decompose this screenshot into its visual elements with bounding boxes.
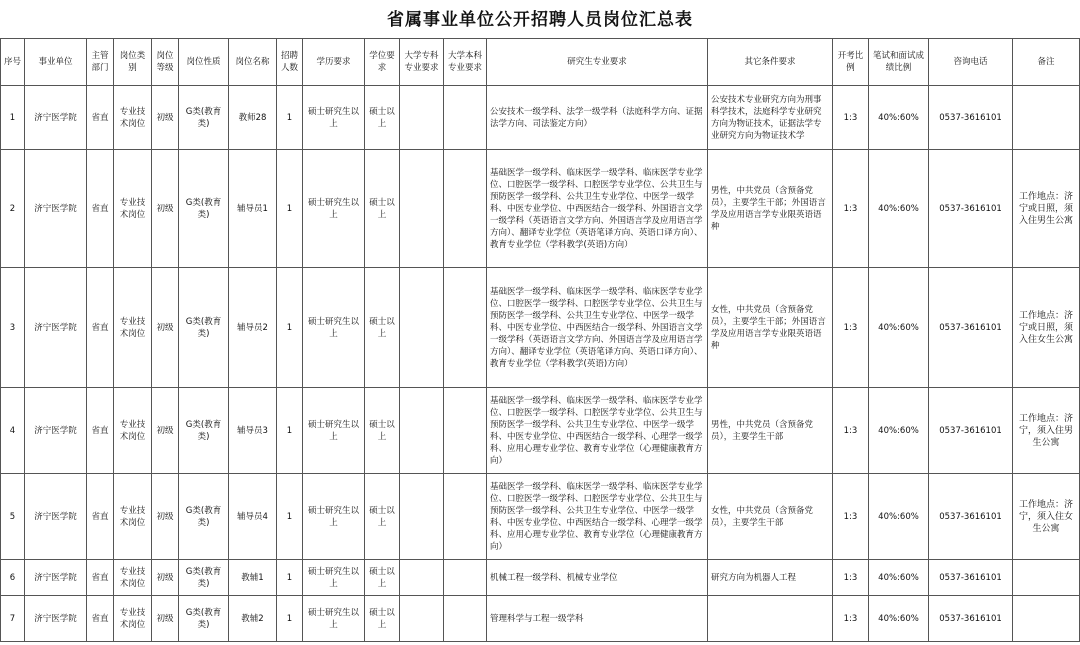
- column-header: 其它条件要求: [708, 39, 833, 86]
- cell-note: 工作地点：济宁，须入住女生公寓: [1013, 474, 1080, 560]
- cell-grad: 公安技术一级学科、法学一级学科（法庭科学方向、证据法学方向、司法鉴定方向）: [487, 86, 708, 150]
- cell-grad: 基础医学一级学科、临床医学一级学科、临床医学专业学位、口腔医学一级学科、口腔医学专业学位、公共卫生与预防医学一级学科、公共卫生专业学位、中医学一级学科、中医专业学位、中西医结合一级学科、外国语言文学一级学科（英语语言文学方向、外国语言学及应用语言学方向）、翻译专业学位（英语笔译方向、英语口译方向）、教育专业学位（学科教学(英语)方向）: [487, 268, 708, 388]
- column-header: 岗位性质: [179, 39, 229, 86]
- cell-dept: 省直: [87, 150, 114, 268]
- cell-unit: 济宁医学院: [25, 268, 87, 388]
- cell-category: 专业技术岗位: [114, 560, 152, 596]
- cell-category: 专业技术岗位: [114, 388, 152, 474]
- table-row: [1, 560, 1080, 596]
- cell-other: 男性，中共党员（含预备党员），主要学生干部: [708, 388, 833, 474]
- cell-category: 专业技术岗位: [114, 268, 152, 388]
- cell-phone: 0537-3616101: [929, 474, 1013, 560]
- cell-college: [400, 268, 444, 388]
- cell-count: 1: [277, 150, 303, 268]
- cell-other: [708, 596, 833, 642]
- cell-unit: 济宁医学院: [25, 150, 87, 268]
- cell-bachelor: [444, 150, 487, 268]
- cell-name: 教辅2: [229, 596, 277, 642]
- column-header: 开考比例: [833, 39, 869, 86]
- cell-degree: 硕士以上: [365, 86, 400, 150]
- cell-college: [400, 86, 444, 150]
- column-header: 大学本科专业要求: [444, 39, 487, 86]
- cell-unit: 济宁医学院: [25, 86, 87, 150]
- cell-college: [400, 150, 444, 268]
- cell-other: 男性，中共党员（含预备党员），主要学生干部；外国语言学及应用语言学专业限英语语种: [708, 150, 833, 268]
- cell-grad: 基础医学一级学科、临床医学一级学科、临床医学专业学位、口腔医学一级学科、口腔医学专业学位、公共卫生与预防医学一级学科、公共卫生专业学位、中医学一级学科、中医专业学位、中西医结合一级学科、外国语言文学一级学科（英语语言文学方向、外国语言学及应用语言学方向）、翻译专业学位（英语笔译方向、英语口译方向）、教育专业学位（学科教学(英语)方向）: [487, 150, 708, 268]
- cell-edu: 硕士研究生以上: [303, 596, 365, 642]
- cell-score: 40%:60%: [869, 388, 929, 474]
- cell-dept: 省直: [87, 596, 114, 642]
- cell-degree: 硕士以上: [365, 388, 400, 474]
- table-row: [1, 150, 1080, 268]
- cell-count: 1: [277, 86, 303, 150]
- cell-edu: 硕士研究生以上: [303, 560, 365, 596]
- cell-edu: 硕士研究生以上: [303, 474, 365, 560]
- cell-degree: 硕士以上: [365, 150, 400, 268]
- cell-edu: 硕士研究生以上: [303, 388, 365, 474]
- cell-phone: 0537-3616101: [929, 560, 1013, 596]
- table-row: [1, 474, 1080, 560]
- page-title: 省属事业单位公开招聘人员岗位汇总表: [387, 10, 693, 30]
- cell-level: 初级: [152, 388, 179, 474]
- cell-unit: 济宁医学院: [25, 474, 87, 560]
- cell-college: [400, 474, 444, 560]
- cell-phone: 0537-3616101: [929, 150, 1013, 268]
- cell-nature: G类(教育类): [179, 268, 229, 388]
- cell-no: 2: [1, 150, 25, 268]
- cell-phone: 0537-3616101: [929, 268, 1013, 388]
- cell-other: 公安技术专业研究方向为刑事科学技术，法庭科学专业研究方向为物证技术，证据法学专业研究方向为物证技术学: [708, 86, 833, 150]
- cell-edu: 硕士研究生以上: [303, 150, 365, 268]
- cell-nature: G类(教育类): [179, 596, 229, 642]
- cell-level: 初级: [152, 150, 179, 268]
- cell-score: 40%:60%: [869, 596, 929, 642]
- cell-nature: G类(教育类): [179, 150, 229, 268]
- cell-bachelor: [444, 560, 487, 596]
- cell-category: 专业技术岗位: [114, 596, 152, 642]
- cell-score: 40%:60%: [869, 268, 929, 388]
- cell-level: 初级: [152, 474, 179, 560]
- cell-no: 7: [1, 596, 25, 642]
- cell-ratio: 1:3: [833, 474, 869, 560]
- cell-ratio: 1:3: [833, 150, 869, 268]
- table-body: [1, 86, 1080, 642]
- cell-level: 初级: [152, 268, 179, 388]
- cell-grad: 机械工程一级学科、机械专业学位: [487, 560, 708, 596]
- column-header: 咨询电话: [929, 39, 1013, 86]
- cell-score: 40%:60%: [869, 150, 929, 268]
- cell-nature: G类(教育类): [179, 474, 229, 560]
- cell-level: 初级: [152, 86, 179, 150]
- cell-count: 1: [277, 388, 303, 474]
- cell-category: 专业技术岗位: [114, 86, 152, 150]
- cell-name: 辅导员1: [229, 150, 277, 268]
- cell-category: 专业技术岗位: [114, 150, 152, 268]
- table-row: [1, 86, 1080, 150]
- cell-score: 40%:60%: [869, 560, 929, 596]
- cell-name: 辅导员4: [229, 474, 277, 560]
- cell-nature: G类(教育类): [179, 86, 229, 150]
- cell-other: 女性，中共党员（含预备党员），主要学生干部；外国语言学及应用语言学专业限英语语种: [708, 268, 833, 388]
- cell-other: 女性，中共党员（含预备党员），主要学生干部: [708, 474, 833, 560]
- column-header: 主管部门: [87, 39, 114, 86]
- cell-score: 40%:60%: [869, 86, 929, 150]
- cell-name: 辅导员3: [229, 388, 277, 474]
- cell-note: [1013, 86, 1080, 150]
- cell-count: 1: [277, 474, 303, 560]
- cell-category: 专业技术岗位: [114, 474, 152, 560]
- column-header: 研究生专业要求: [487, 39, 708, 86]
- column-header: 事业单位: [25, 39, 87, 86]
- cell-dept: 省直: [87, 388, 114, 474]
- column-header: 岗位类别: [114, 39, 152, 86]
- cell-ratio: 1:3: [833, 560, 869, 596]
- cell-edu: 硕士研究生以上: [303, 268, 365, 388]
- cell-ratio: 1:3: [833, 268, 869, 388]
- cell-degree: 硕士以上: [365, 268, 400, 388]
- table-row: [1, 596, 1080, 642]
- cell-level: 初级: [152, 560, 179, 596]
- column-header: 招聘人数: [277, 39, 303, 86]
- column-header: 大学专科专业要求: [400, 39, 444, 86]
- cell-no: 6: [1, 560, 25, 596]
- cell-ratio: 1:3: [833, 596, 869, 642]
- cell-dept: 省直: [87, 474, 114, 560]
- cell-bachelor: [444, 268, 487, 388]
- cell-no: 4: [1, 388, 25, 474]
- cell-bachelor: [444, 388, 487, 474]
- cell-unit: 济宁医学院: [25, 560, 87, 596]
- cell-no: 3: [1, 268, 25, 388]
- cell-bachelor: [444, 596, 487, 642]
- cell-dept: 省直: [87, 560, 114, 596]
- cell-score: 40%:60%: [869, 474, 929, 560]
- cell-college: [400, 388, 444, 474]
- cell-ratio: 1:3: [833, 86, 869, 150]
- cell-degree: 硕士以上: [365, 474, 400, 560]
- cell-note: 工作地点：济宁或日照，须入住女生公寓: [1013, 268, 1080, 388]
- cell-nature: G类(教育类): [179, 388, 229, 474]
- cell-bachelor: [444, 474, 487, 560]
- column-header: 岗位名称: [229, 39, 277, 86]
- cell-name: 辅导员2: [229, 268, 277, 388]
- cell-count: 1: [277, 560, 303, 596]
- cell-no: 1: [1, 86, 25, 150]
- cell-grad: 基础医学一级学科、临床医学一级学科、临床医学专业学位、口腔医学一级学科、口腔医学专业学位、公共卫生与预防医学一级学科、公共卫生专业学位、中医学一级学科、中医专业学位、中西医结合一级学科、心理学一级学科、应用心理专业学位、教育专业学位（心理健康教育方向）: [487, 474, 708, 560]
- cell-phone: 0537-3616101: [929, 86, 1013, 150]
- cell-grad: 管理科学与工程一级学科: [487, 596, 708, 642]
- cell-dept: 省直: [87, 268, 114, 388]
- cell-unit: 济宁医学院: [25, 388, 87, 474]
- cell-college: [400, 560, 444, 596]
- column-header: 笔试和面试成绩比例: [869, 39, 929, 86]
- column-header: 学位要求: [365, 39, 400, 86]
- cell-other: 研究方向为机器人工程: [708, 560, 833, 596]
- cell-note: [1013, 560, 1080, 596]
- cell-note: [1013, 596, 1080, 642]
- table-row: [1, 268, 1080, 388]
- cell-degree: 硕士以上: [365, 560, 400, 596]
- cell-ratio: 1:3: [833, 388, 869, 474]
- cell-edu: 硕士研究生以上: [303, 86, 365, 150]
- cell-phone: 0537-3616101: [929, 596, 1013, 642]
- column-header: 学历要求: [303, 39, 365, 86]
- job-table: [0, 38, 1080, 642]
- cell-grad: 基础医学一级学科、临床医学一级学科、临床医学专业学位、口腔医学一级学科、口腔医学专业学位、公共卫生与预防医学一级学科、公共卫生专业学位、中医学一级学科、中医专业学位、中西医结合一级学科、心理学一级学科、应用心理专业学位、教育专业学位（心理健康教育方向）: [487, 388, 708, 474]
- cell-bachelor: [444, 86, 487, 150]
- cell-name: 教辅1: [229, 560, 277, 596]
- cell-note: 工作地点：济宁，须入住男生公寓: [1013, 388, 1080, 474]
- cell-dept: 省直: [87, 86, 114, 150]
- cell-name: 教师28: [229, 86, 277, 150]
- cell-count: 1: [277, 268, 303, 388]
- cell-no: 5: [1, 474, 25, 560]
- table-header-row: [1, 39, 1080, 86]
- column-header: 序号: [1, 39, 25, 86]
- cell-note: 工作地点：济宁或日照，须入住男生公寓: [1013, 150, 1080, 268]
- cell-level: 初级: [152, 596, 179, 642]
- column-header: 备注: [1013, 39, 1080, 86]
- table-row: [1, 388, 1080, 474]
- cell-college: [400, 596, 444, 642]
- cell-unit: 济宁医学院: [25, 596, 87, 642]
- cell-count: 1: [277, 596, 303, 642]
- cell-degree: 硕士以上: [365, 596, 400, 642]
- cell-phone: 0537-3616101: [929, 388, 1013, 474]
- column-header: 岗位等级: [152, 39, 179, 86]
- cell-nature: G类(教育类): [179, 560, 229, 596]
